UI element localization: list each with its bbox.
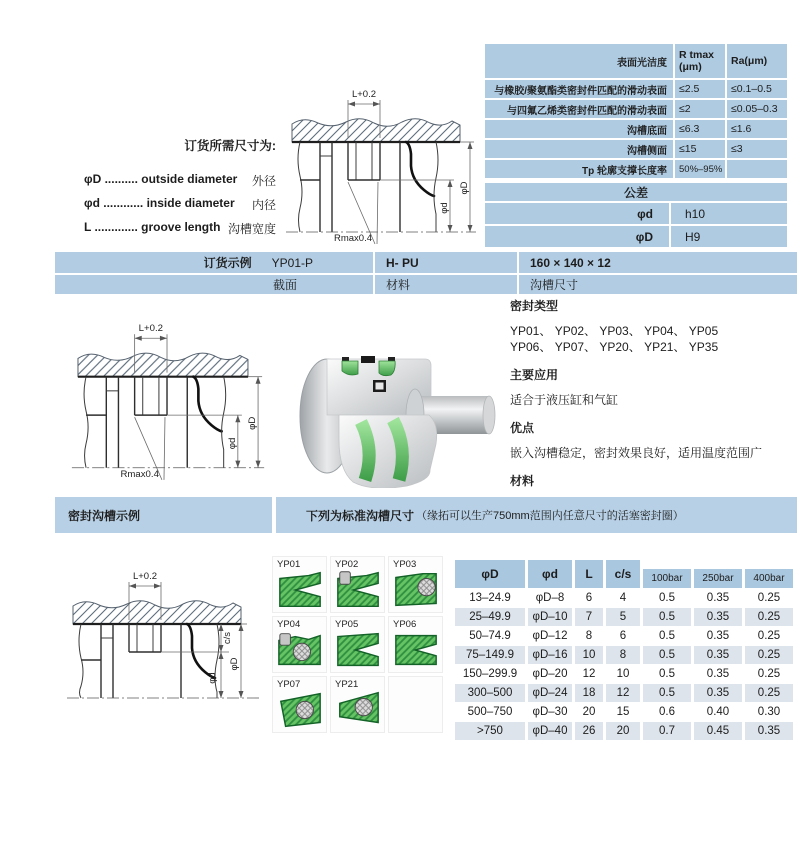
size-cell: >750 [455,722,525,740]
size-header-length: L [575,560,603,588]
size-cell: 0.40 [706,706,730,718]
seal-profile-label: YP21 [335,679,359,690]
size-cell: 0.30 [757,706,781,718]
seal-profile-label: YP05 [335,619,359,630]
seal-profile-shape [392,630,440,670]
surface-row-rtmax: ≤6.3 [675,120,725,138]
size-cell: φD–30 [532,706,568,718]
size-cell: 0.35 [706,592,730,604]
dim-outside-diameter-label: φD [459,181,470,195]
surface-row-ra: ≤3 [727,140,787,158]
groove-drawing-bottom [55,552,275,747]
seal-profile-yp06 [388,616,443,673]
size-cell: 0.35 [694,646,742,664]
surface-row-label: 与橡胶/聚氨酯类密封件匹配的滑动表面 [485,80,673,98]
seal-profile-yp21 [330,676,385,733]
size-header-od: φD [455,560,525,588]
size-cell: 0.25 [757,668,781,680]
ordering-item-en: φD .......... outside diameter [84,172,238,186]
size-cell: 0.25 [745,608,793,626]
order-example-material-caption: 材料 [375,275,517,294]
seal-profile-yp02 [330,556,385,613]
size-cell: 300–500 [455,684,525,702]
dim-outside-diameter-label: φD [247,416,259,430]
size-cell: 0.25 [745,684,793,702]
product-description [510,298,797,514]
section-header-groove-example: 密封沟槽示例 [55,497,272,533]
size-cell: 150–299.9 [462,668,518,680]
seal-profile-shape [334,690,382,730]
size-cell: 12 [582,668,596,680]
size-cell: 8 [606,646,640,664]
size-cell: 6 [585,592,593,604]
surface-row-label: 沟槽侧面 [485,140,673,158]
tolerance-symbol: φd [485,203,669,224]
ordering-item [84,172,276,189]
size-cell: 0.25 [757,592,781,604]
surface-row-label: 沟槽底面 [485,120,673,138]
size-cell: 12 [606,684,640,702]
product-3d-render [287,320,497,488]
size-cell: 0.5 [643,608,691,626]
tolerance-symbol: φD [485,226,669,247]
ordering-info [84,136,276,237]
order-example-groove-value: 160 × 140 × 12 [519,252,797,273]
size-cell: φD–24 [528,684,572,702]
surface-row-rtmax: ≤2.5 [675,80,725,98]
description-line: 嵌入沟槽稳定，密封效果良好，适用温度范围广 [510,446,763,460]
size-cell: 25–49.9 [455,608,525,626]
size-cell: 50–74.9 [469,630,511,642]
seal-profile-yp05 [330,616,385,673]
size-cell: 20 [606,722,640,740]
ordering-item-en: φd ............ inside diameter [84,196,235,210]
surface-row-label: Tp 轮廓支撑长度率 [485,160,673,178]
seal-profile-yp04 [272,616,327,673]
seal-profile-shape [334,570,382,610]
size-cell: 13–24.9 [469,592,511,604]
groove-drawing-top [276,84,482,254]
size-cell: 500–750 [467,706,513,718]
size-cell: 10 [575,646,603,664]
ordering-info-title: 订货所需尺寸为: [184,139,276,153]
ordering-item-cn: 外径 [251,174,276,188]
dim-rmax-label: Rmax0.4 [333,233,372,244]
size-cell: 75–149.9 [455,646,525,664]
seal-profile-shape [276,630,324,670]
surface-row-rtmax: ≤15 [675,140,725,158]
description-heading: 主要应用 [510,368,559,382]
ordering-item-cn: 内径 [251,198,276,212]
seal-profile-label: YP01 [277,559,301,570]
surface-row-rtmax: 50%–95% [675,160,725,178]
ordering-item-cn: 沟槽宽度 [227,222,276,236]
seal-profile-yp07 [272,676,327,733]
seal-profile-label: YP04 [277,619,301,630]
order-example-material-value: H- PU [375,252,517,273]
dim-outside-diameter-label: φD [229,657,240,671]
size-cell: 5 [606,608,640,626]
order-example-section-value: YP01-P [271,255,313,270]
size-cell: φD–40 [528,722,572,740]
tolerance-value: h10 [671,203,787,224]
seal-profile-label: YP02 [335,559,359,570]
surface-header-label: 表面光洁度 [485,44,673,78]
dim-inside-diameter-label: φd [226,437,238,450]
description-line: 适合于液压缸和气缸 [510,393,619,407]
seal-profile-shape [334,630,382,670]
size-cell: φD–20 [532,668,568,680]
size-cell: 0.45 [694,722,742,740]
size-cell: 0.5 [643,684,691,702]
size-cell: 8 [585,630,593,642]
size-header-400bar: 400bar [745,569,793,588]
surface-header-ra: Ra(μm) [727,44,787,78]
size-cell: 6 [619,630,627,642]
size-header-250bar: 250bar [694,569,742,588]
order-example-cell [55,252,373,273]
size-cell: 0.35 [706,668,730,680]
tolerance-value: H9 [671,226,787,247]
size-cell: 20 [582,706,596,718]
size-cell: φD–8 [535,592,565,604]
order-example-label: 订货示例 [203,256,252,270]
size-cell: 7 [575,608,603,626]
size-cell: 0.35 [745,722,793,740]
size-cell: 10 [616,668,630,680]
size-header-id: φd [528,560,572,588]
dim-length-label: L+0.2 [132,571,158,582]
section-header-standard-sizes [276,497,797,533]
size-cell: 15 [616,706,630,718]
ordering-item-en: L ............. groove length [84,220,221,234]
surface-row-ra: ≤0.1–0.5 [727,80,787,98]
surface-finish-table [485,44,787,178]
seal-profile-gallery [272,556,445,733]
size-cell: 4 [619,592,627,604]
dim-length-label: L+0.2 [351,89,377,100]
groove-drawing-middle [58,318,274,490]
surface-row-rtmax: ≤2 [675,100,725,118]
standard-groove-size-table [455,560,797,740]
seal-profile-shape [392,570,440,610]
description-heading: 密封类型 [510,299,559,313]
size-cell: 0.35 [706,630,730,642]
size-header-100bar: 100bar [643,569,691,588]
surface-row-ra [727,160,787,178]
order-example-groove-caption: 沟槽尺寸 [519,275,797,294]
seal-profile-empty [388,676,443,733]
description-line: YP06、 YP07、 YP20、 YP21、 YP35 [510,340,719,354]
size-cell: 0.5 [659,630,675,642]
size-cell: 0.35 [694,684,742,702]
size-cell: φD–10 [528,608,572,626]
seal-profile-label: YP03 [393,559,417,570]
seal-profile-label: YP06 [393,619,417,630]
size-cell: 0.25 [757,630,781,642]
description-heading: 优点 [510,421,535,435]
seal-profile-yp03 [388,556,443,613]
surface-row-ra: ≤1.6 [727,120,787,138]
size-cell: 0.25 [745,646,793,664]
size-cell: 0.5 [659,668,675,680]
surface-header-rtmax: R tmax (μm) [675,44,725,78]
size-cell: 0.35 [694,608,742,626]
seal-profile-shape [276,690,324,730]
description-heading: 材料 [510,474,535,488]
seal-profile-shape [276,570,324,610]
size-cell: φD–12 [532,630,568,642]
dim-inside-diameter-label: φd [207,672,218,684]
order-example-section-caption: 截面 [55,275,373,294]
surface-row-label: 与四氟乙烯类密封件匹配的滑动表面 [485,100,673,118]
surface-row-ra: ≤0.05–0.3 [727,100,787,118]
section-header-bold: 下列为标准沟槽尺寸 [306,508,415,523]
size-cell: φD–16 [528,646,572,664]
ordering-item [84,196,276,213]
dim-inside-diameter-label: φd [439,202,450,214]
dim-length-label: L+0.2 [138,323,163,335]
section-header-note: （缘拓可以生产750mm范围内任意尺寸的活塞密封圈） [416,510,684,522]
tolerance-title: 公差 [485,183,787,201]
tolerance-table [485,183,787,247]
ordering-item [84,220,276,237]
size-cell: 0.5 [643,646,691,664]
dim-rmax-label: Rmax0.4 [120,468,159,480]
size-cell: 0.5 [659,592,675,604]
size-cell: 18 [575,684,603,702]
dim-cs-label: c/s [222,631,233,645]
seal-profile-label: YP07 [277,679,301,690]
seal-profile-yp01 [272,556,327,613]
description-line: YP01、 YP02、 YP03、 YP04、 YP05 [510,324,719,338]
size-cell: 0.7 [643,722,691,740]
size-cell: 0.6 [659,706,675,718]
order-example-bar [55,252,797,294]
size-cell: 26 [575,722,603,740]
size-header-cs: c/s [606,560,640,588]
